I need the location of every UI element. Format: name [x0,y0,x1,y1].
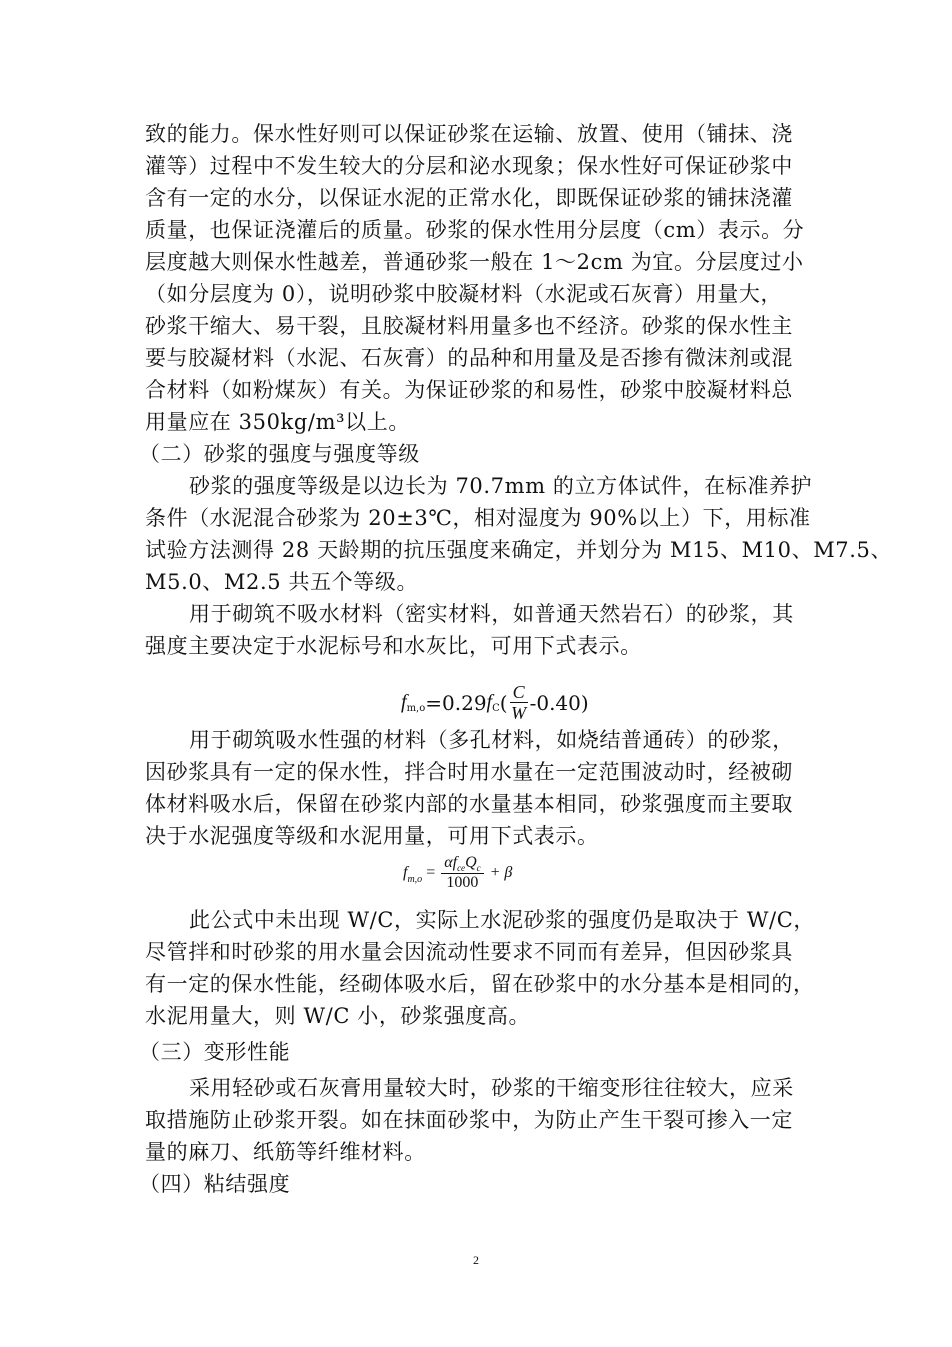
formula-text: -0.40) [529,690,589,715]
document-body [139,118,893,1200]
text-line: 质量，也保证浇灌后的质量。砂浆的保水性用分层度（cm）表示。分 [145,218,805,242]
formula-fraction [510,682,528,723]
formula-symbol: f [401,691,407,713]
formula-symbol: f [486,691,493,713]
text-line: 砂浆干缩大、易干裂，且胶凝材料用量多也不经济。砂浆的保水性主 [145,314,793,338]
text-line: 体材料吸水后，保留在砂浆内部的水量基本相同，砂浆强度而主要取 [145,792,793,816]
paragraph-absorbent [145,724,813,852]
text-line: 因砂浆具有一定的保水性，拌合时用水量在一定范围波动时，经被砌 [145,760,793,784]
text-line: 决于水泥强度等级和水泥用量，可用下式表示。 [145,824,599,848]
text-line: 砂浆的强度等级是以边长为 70.7mm 的立方体试件，在标准养护 [189,474,813,498]
formula-absorbent [145,852,813,904]
formula-text: ( [499,690,508,715]
fraction-numerator: $\alpha f_{ce}Q_c$ [441,854,483,874]
formula-text: + β [489,864,513,881]
text-line: 量的麻刀、纸筋等纤维材料。 [145,1140,426,1164]
text-line: 水泥用量大，则 W/C 小，砂浆强度高。 [145,1004,531,1028]
section-heading-deformation: （三）变形性能 [139,1040,291,1064]
section-heading-bond-strength: （四）粘结强度 [139,1172,291,1196]
text-line: 条件（水泥混合砂浆为 20±3℃，相对湿度为 90%以上）下，用标准 [145,506,811,530]
formula-subscript: m,o [406,703,426,714]
formula-text: = [426,864,436,881]
text-line: 用于砌筑吸水性强的材料（多孔材料，如烧结普通砖）的砂浆， [189,728,794,752]
formula-nonabsorbent [145,674,813,724]
formula-text: =0.29 [425,690,487,715]
text-line: 尽管拌和时砂浆的用水量会因流动性要求不同而有差异，但因砂浆具 [145,940,793,964]
text-line: 试验方法测得 28 天龄期的抗压强度来确定，并划分为 M15、M10、M7.5、 [145,538,893,562]
text-line: 用于砌筑不吸水材料（密实材料，如普通天然岩石）的砂浆，其 [189,602,794,626]
formula-subscript: C [492,703,500,714]
text-line: 含有一定的水分，以保证水泥的正常水化，即既保证砂浆的铺抹浇灌 [145,186,793,210]
text-line: 灌等）过程中不发生较大的分层和泌水现象；保水性好可保证砂浆中 [145,154,793,178]
text-line: 强度主要决定于水泥标号和水灰比，可用下式表示。 [145,634,642,658]
text-line: 要与胶凝材料（水泥、石灰膏）的品种和用量及是否掺有微沫剂或混 [145,346,793,370]
text-line: 此公式中未出现 W/C，实际上水泥砂浆的强度仍是取决于 W/C， [189,908,816,932]
text-line: 采用轻砂或石灰膏用量较大时，砂浆的干缩变形往往较大，应采 [189,1076,794,1100]
formula-symbol: f [403,864,408,881]
text-line: 致的能力。保水性好则可以保证砂浆在运输、放置、使用（铺抹、浇 [145,122,793,146]
paragraph-nonabsorbent [145,598,813,662]
text-line: M5.0、M2.5 共五个等级。 [145,570,419,594]
section-heading-strength: （二）砂浆的强度与强度等级 [139,442,420,466]
text-line: 有一定的保水性能，经砌体吸水后，留在砂浆中的水分基本是相同的， [145,972,815,996]
text-line: 用量应在 350kg/m³以上。 [145,410,410,434]
text-line: 合材料（如粉煤灰）有关。为保证砂浆的和易性，砂浆中胶凝材料总 [145,378,793,402]
text-line: （如分层度为 0），说明砂浆中胶凝材料（水泥或石灰膏）用量大， [145,282,783,306]
page-number: 2 [473,1253,479,1267]
text-line: 取措施防止砂浆开裂。如在抹面砂浆中，为防止产生干裂可掺入一定 [145,1108,793,1132]
formula-fraction [441,854,483,892]
fraction-numerator: C [510,682,528,703]
fraction-denominator: W [511,703,527,723]
paragraph-water-retention [145,118,813,438]
paragraph-wc-note [145,904,816,1032]
text-line: 层度越大则保水性越差，普通砂浆一般在 1～2cm 为宜。分层度过小 [145,250,804,274]
paragraph-deformation [145,1072,813,1168]
paragraph-strength-grade [145,470,893,598]
formula-subscript: m,o [407,873,423,885]
fraction-denominator: 1000 [446,874,479,891]
